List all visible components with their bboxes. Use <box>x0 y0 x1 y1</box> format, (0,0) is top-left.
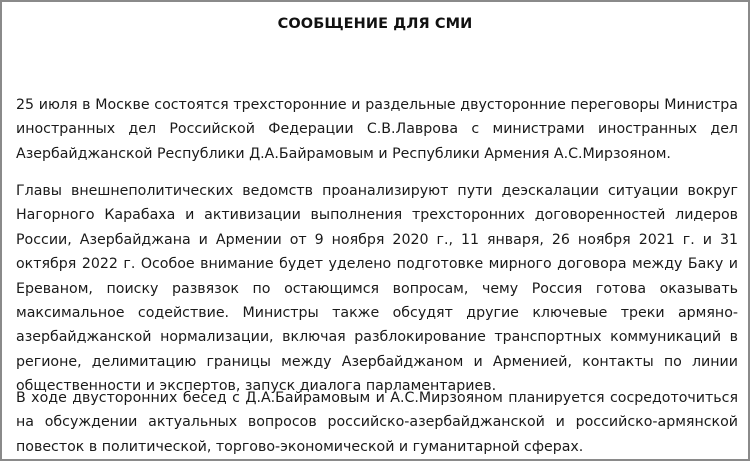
paragraph-bilateral-talks: В ходе двусторонних бесед с Д.А.Байрамовым и А.С.Мирзояном планируется сосредоточиться на обсуждении актуальных вопросов российско-азербайджанской и российско-армянской повесток в политической, торгово-экономической и гуманитарной сферах. <box>16 390 738 455</box>
paragraph-agenda: Главы внешнеполитических ведомств проанализируют пути деэскалации ситуации вокруг Нагорного Карабаха и активизации выполнения трехсторонних договоренностей лидеров России, Азербайджана и Армении от 9 ноября 2020 г., 11 января, 26 ноября 2021 г. и 31 октября 2022 г. Особое внимание будет уделено подготовке мирного договора между Баку и Ереваном, поиску развязок по остающимся вопросам, чему Россия готова оказывать максимальное содействие. Министры также обсудят другие ключевые треки армяно-азербайджанской нормализации, включая разблокирование транспортных коммуникаций в регионе, делимитацию границы между Азербайджаном и Арменией, контакты по линии общественности и экспертов, запуск диалога парламентариев. <box>16 183 738 395</box>
paragraph-meeting-announcement: 25 июля в Москве состоятся трехсторонние и раздельные двусторонние переговоры Министра иностранных дел Российской Федерации С.В.Лаврова с министрами иностранных дел Азербайджанской Республики Д.А.Байрамовым и Республики Армения А.С.Мирзояном. <box>16 97 738 162</box>
document-title: СООБЩЕНИЕ ДЛЯ СМИ <box>277 16 473 32</box>
